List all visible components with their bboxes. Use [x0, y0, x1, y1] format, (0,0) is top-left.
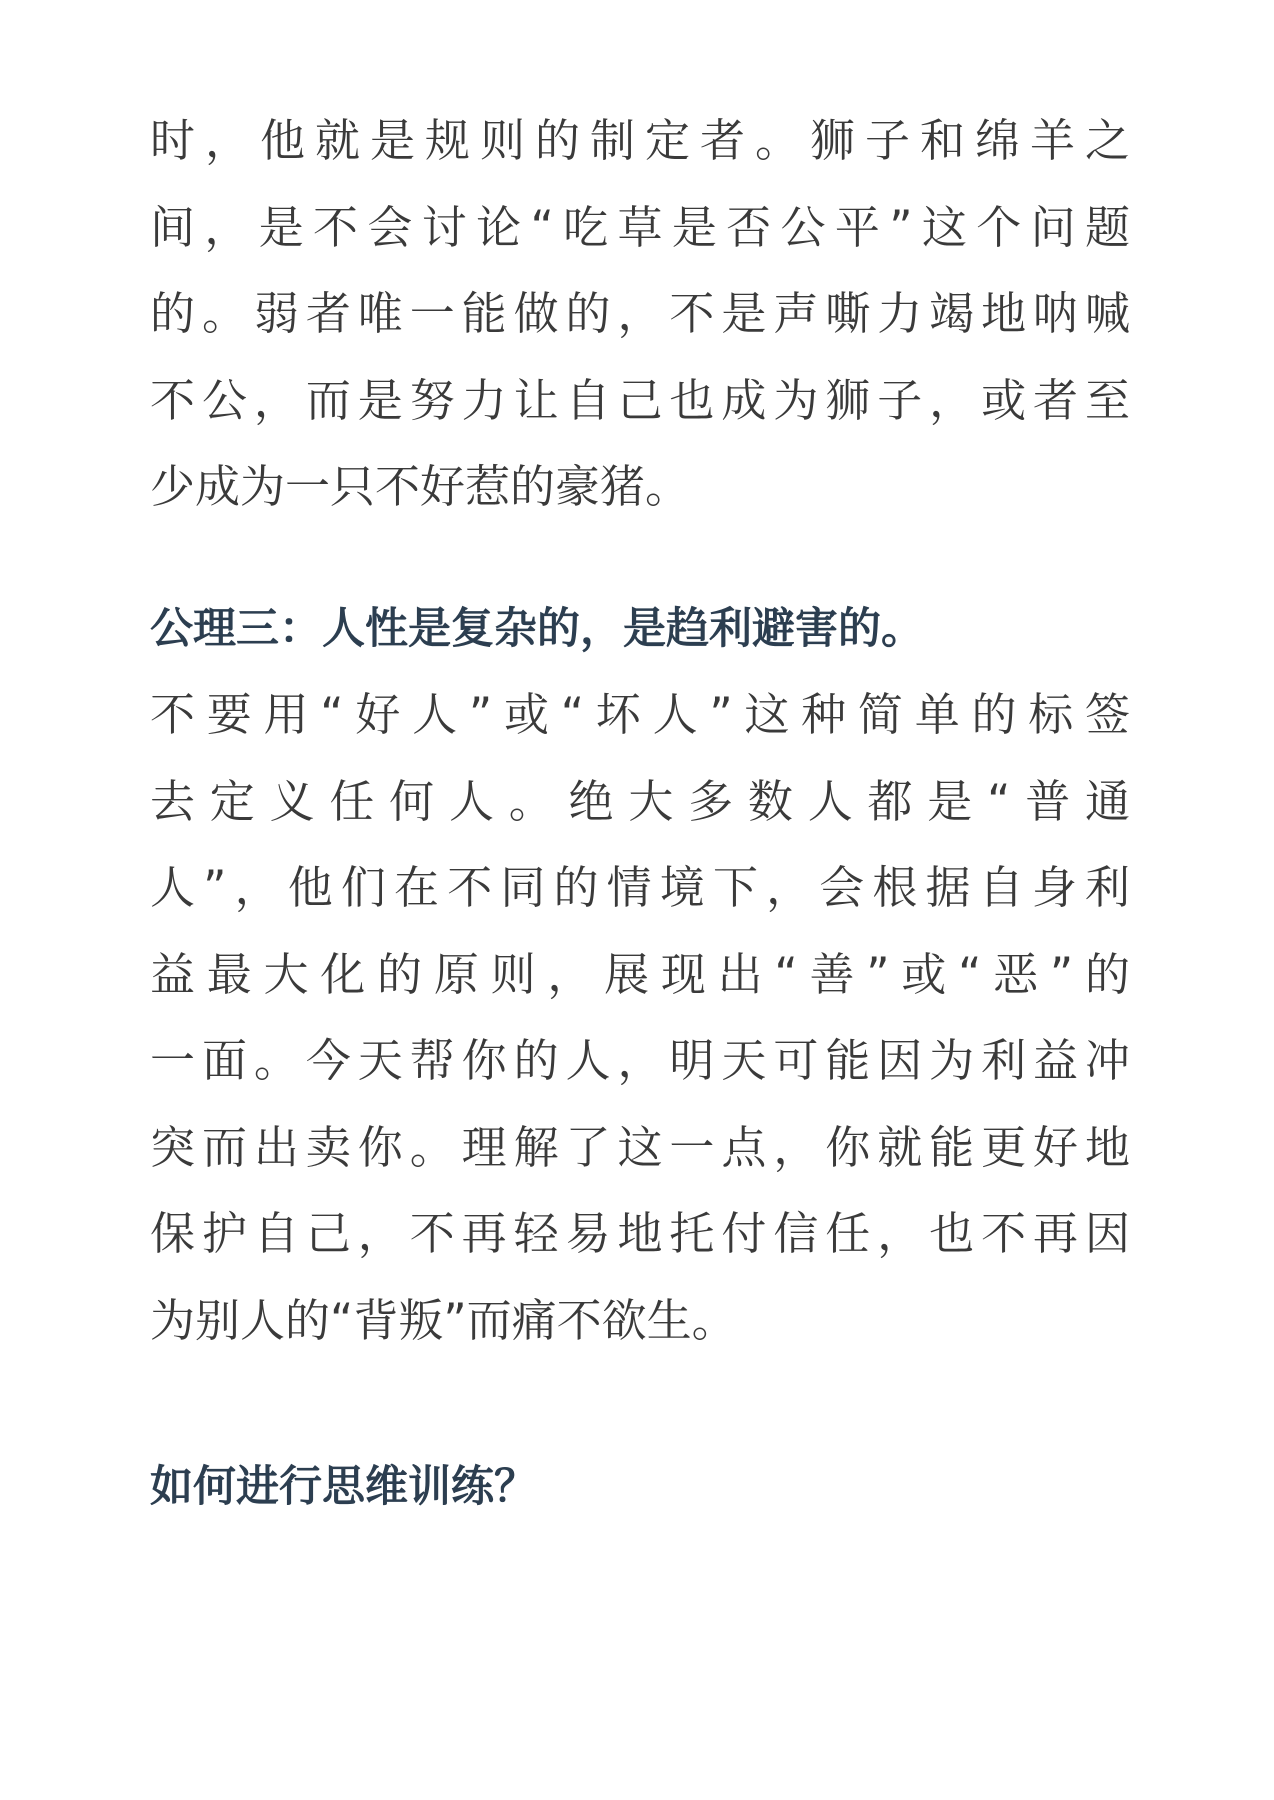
paragraph-lion-sheep — [150, 98, 1130, 531]
paragraph-line: 人”，他们在不同的情境下，会根据自身利 — [150, 861, 1130, 914]
spacer — [150, 1364, 1130, 1444]
article-body — [150, 98, 1130, 1531]
section-thinking-training — [150, 1444, 1130, 1531]
paragraph-line: 保护自己，不再轻易地托付信任，也不再因 — [150, 1207, 1130, 1260]
section-heading: 公理三：人性是复杂的，是趋利避害的。 — [150, 603, 924, 654]
paragraph-line: 一面。今天帮你的人，明天可能因为利益冲 — [150, 1034, 1130, 1087]
section-axiom-three — [150, 586, 1130, 1365]
paragraph-line: 为别人的“背叛”而痛不欲生。 — [150, 1293, 737, 1347]
paragraph-line: 时，他就是规则的制定者。狮子和绵羊之 — [150, 114, 1130, 167]
paragraph-line: 的。弱者唯一能做的，不是声嘶力竭地呐喊 — [150, 287, 1130, 340]
paragraph-line: 益最大化的原则，展现出“善”或“恶”的 — [150, 947, 1130, 1001]
paragraph-line: 少成为一只不好惹的豪猪。 — [150, 460, 691, 513]
section-heading: 如何进行思维训练？ — [150, 1462, 537, 1512]
paragraph-line: 突而出卖你。理解了这一点，你就能更好地 — [150, 1120, 1130, 1174]
paragraph-line: 不要用“好人”或“坏人”这种简单的标签 — [150, 688, 1130, 741]
spacer — [150, 531, 1130, 586]
paragraph-line: 不公，而是努力让自己也成为狮子，或者至 — [150, 373, 1130, 427]
paragraph-line: 去定义任何人。绝大多数人都是“普通 — [150, 774, 1130, 828]
paragraph-line: 间，是不会讨论“吃草是否公平”这个问题 — [150, 200, 1130, 254]
